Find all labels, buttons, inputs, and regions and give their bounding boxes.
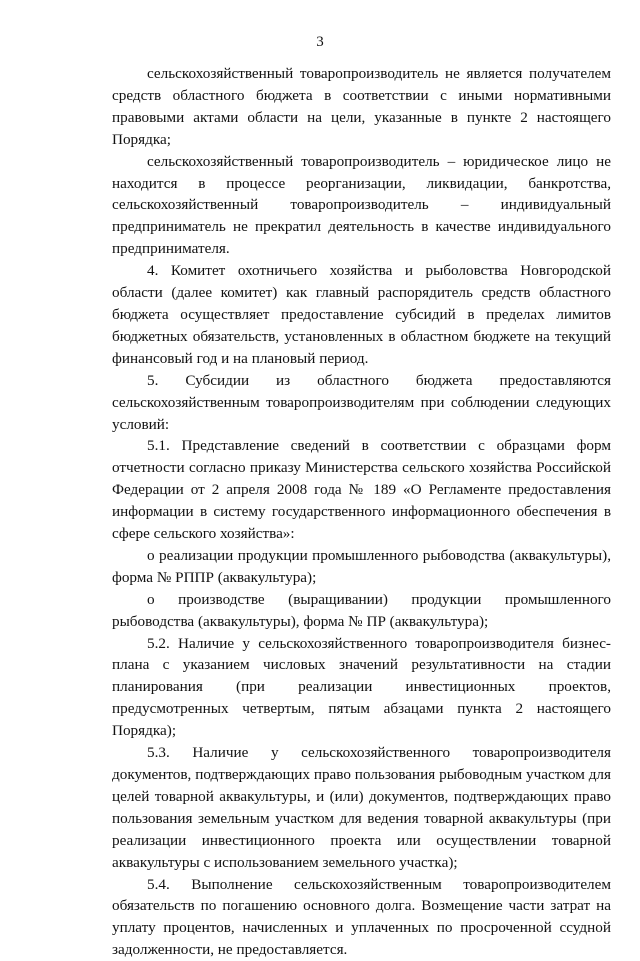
paragraph-not-reorganization: сельскохозяйственный товаропроизводитель – юридическое лицо не находится в процессе реорганизации, ликвидации, банкротства, сельскохозяйственный товаропроизводитель – индивидуальный предприниматель не прекратил деятельность в качестве индивидуального предпринимателя. [112,152,611,258]
page-number: 3 [316,34,324,50]
document-body [112,63,611,961]
paragraph-form-pr: о производстве (выращивании) продукции промышленного рыбоводства (аквакультуры), форма № ПР (аквакультура); [112,590,611,630]
paragraph-form-rppr: о реализации продукции промышленного рыбоводства (аквакультуры), форма № РППР (аквакультура); [112,546,611,586]
paragraph-5-2-business-plan: 5.2. Наличие у сельскохозяйственного товаропроизводителя бизнес-плана с указанием числовых значений результативности на стадии планирования (при реализации инвестиционных проектов, предусмотренных четвертым, пятым абзацами пункта 2 настоящего Порядка); [112,634,611,740]
paragraph-5-4-obligations: 5.4. Выполнение сельскохозяйственным товаропроизводителем обязательств по погашению основного долга. Возмещение части затрат на уплату процентов, начисленных и уплаченных по просроченной ссудной задолженности, не предоставляется. [112,875,611,959]
paragraph-5-1-reporting: 5.1. Представление сведений в соответствии с образцами форм отчетности согласно приказу Министерства сельского хозяйства Российской Федерации от 2 апреля 2008 года № 189 «О Регламенте предоставления информации в систему государственного информационного обеспечения в сфере сельского хозяйства»: [112,437,611,543]
paragraph-5-3-documents: 5.3. Наличие у сельскохозяйственного товаропроизводителя документов, подтверждающих право пользования рыбоводным участком для целей товарной аквакультуры, и (или) документов, подтверждающих право пользования земельным участком для ведения товарной аквакультуры (при реализации инвестиционного проекта или осуществлении товарной аквакультуры с использованием земельного участка); [112,744,611,871]
paragraph-not-recipient: сельскохозяйственный товаропроизводитель не является получателем средств областного бюджета в соответствии с иными нормативными правовыми актами области на цели, указанные в пункте 2 настоящего Порядка; [112,65,611,148]
paragraph-5-conditions: 5. Субсидии из областного бюджета предоставляются сельскохозяйственным товаропроизводителям при соблюдении следующих условий: [112,371,611,433]
paragraph-4-committee: 4. Комитет охотничьего хозяйства и рыболовства Новгородской области (далее комитет) как главный распорядитель средств областного бюджета осуществляет предоставление субсидий в пределах лимитов бюджетных обязательств, установленных в областном бюджете на текущий финансовый год и на плановый период. [112,262,611,367]
